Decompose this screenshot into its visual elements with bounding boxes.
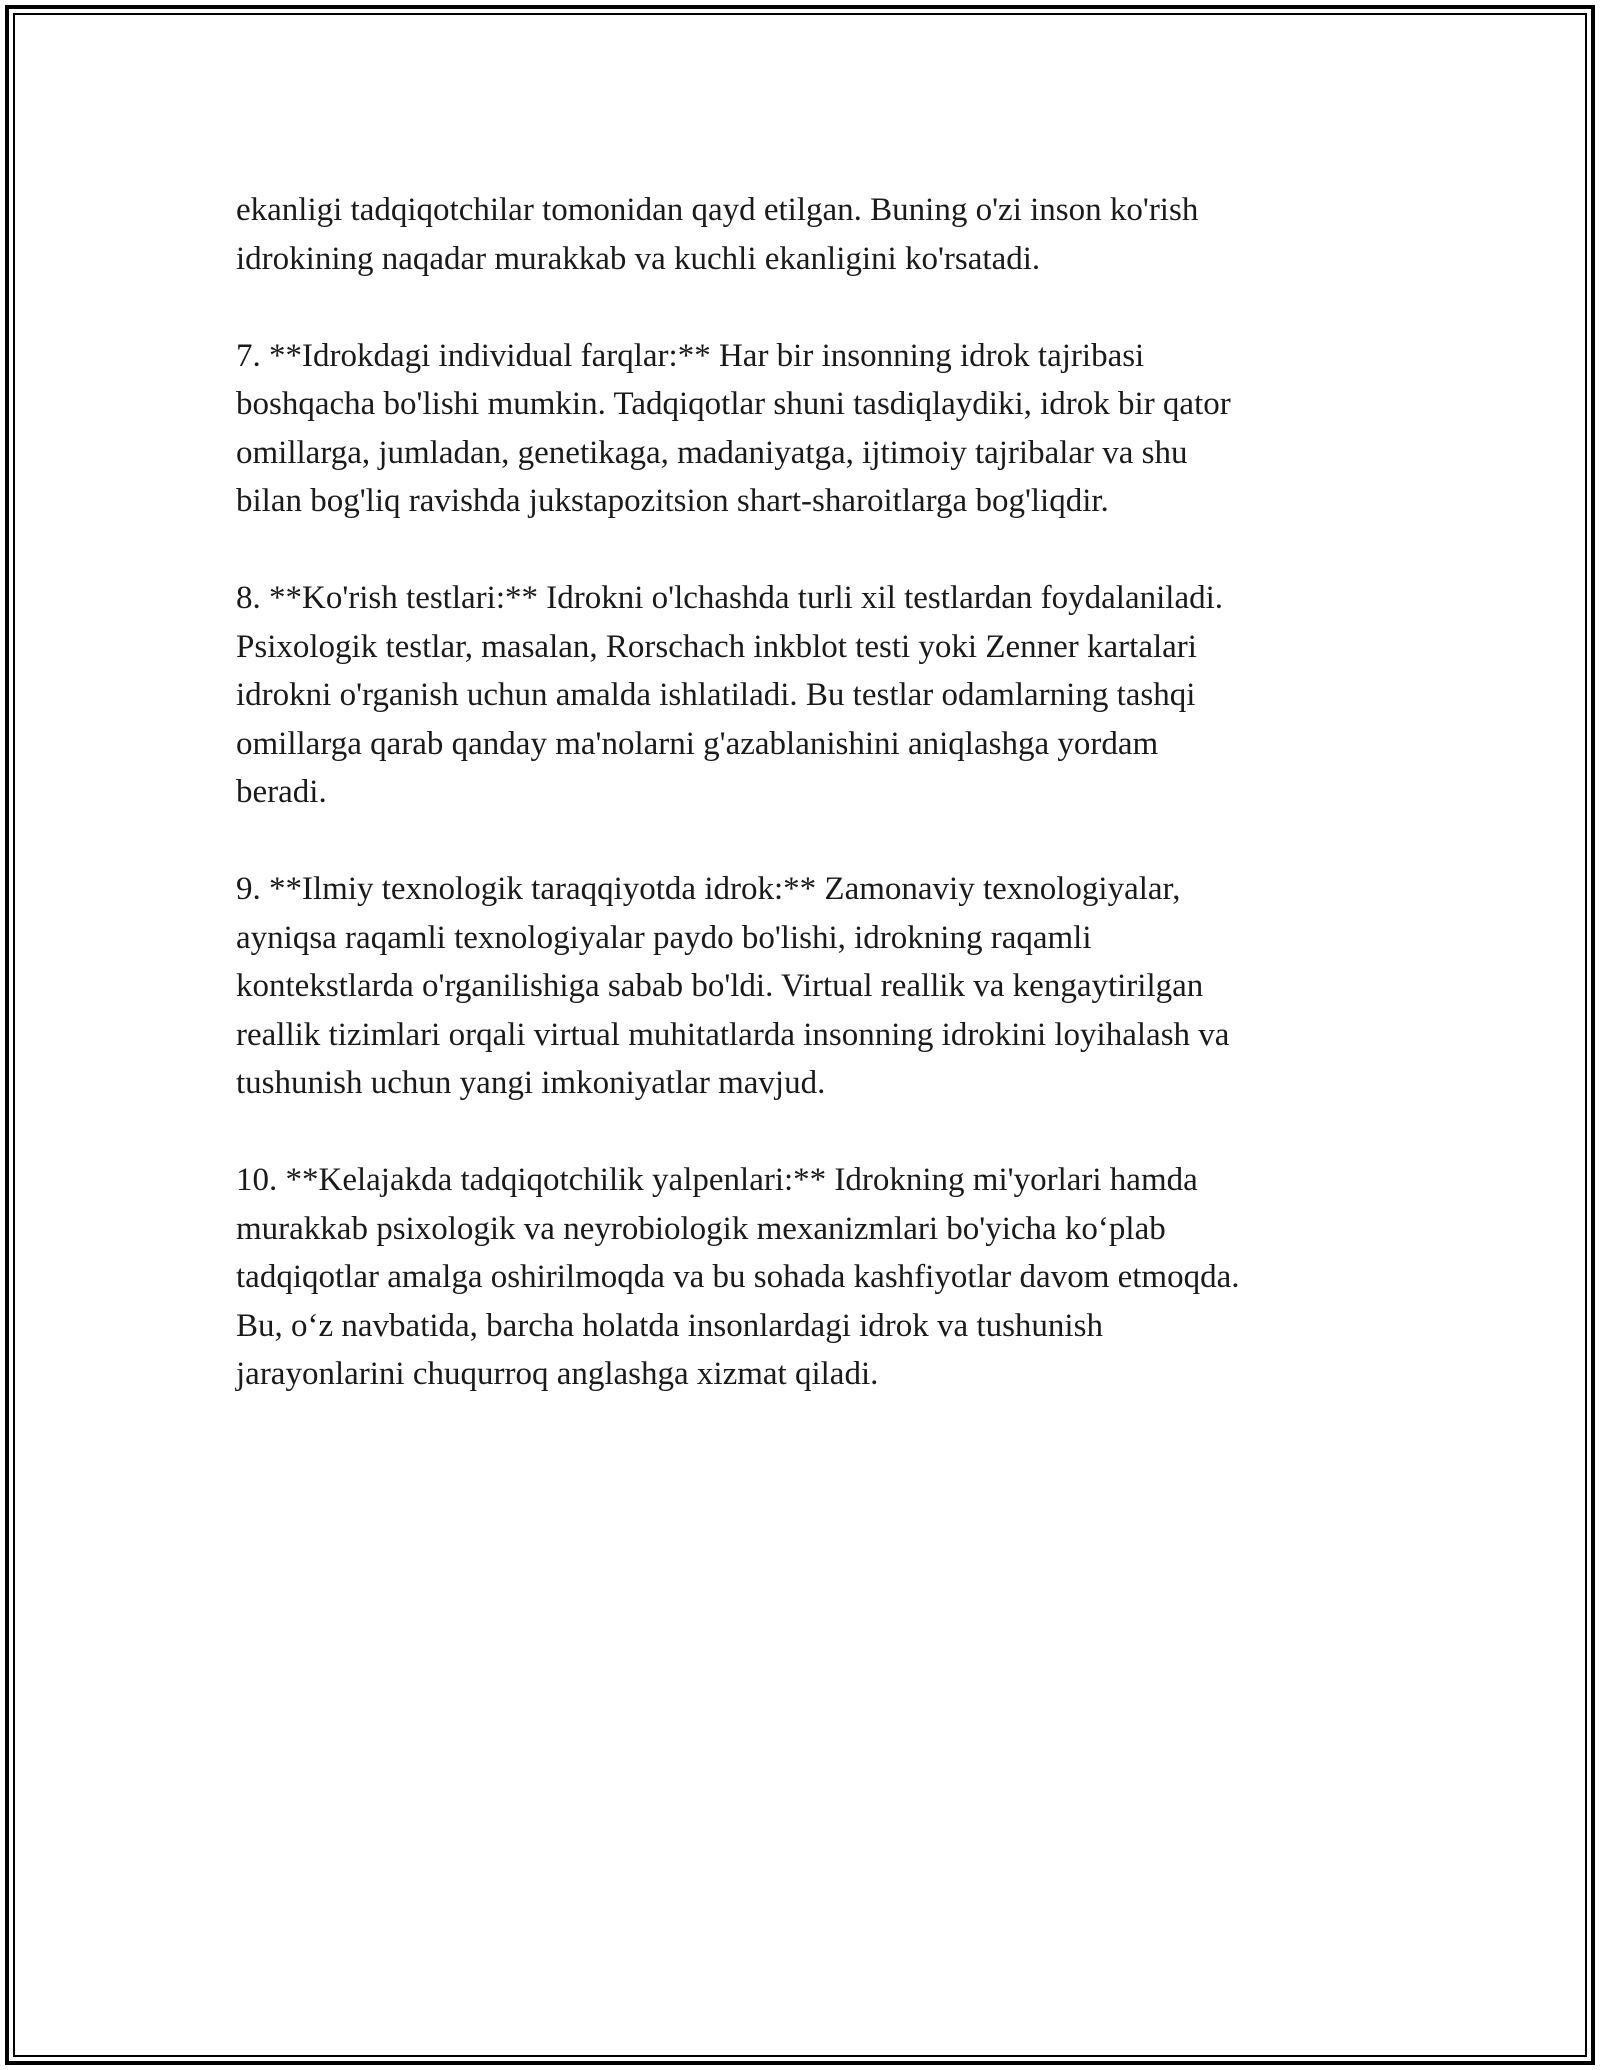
paragraph-item-8 xyxy=(236,574,1366,817)
text-line: 8. **Ko'rish testlari:** Idrokni o'lchashda turli xil testlardan foydalaniladi. xyxy=(236,580,1224,616)
text-line: Bu, o‘z navbatida, barcha holatda insonlardagi idrok va tushunish xyxy=(236,1307,1103,1344)
text-line: omillarga, jumladan, genetikaga, madaniyatga, ijtimoiy tajribalar va shu xyxy=(236,434,1188,471)
paragraph-continuation xyxy=(236,186,1366,283)
text-line: murakkab psixologik va neyrobiologik mexanizmlari bo'yicha ko‘plab xyxy=(236,1210,1166,1247)
text-line: bilan bog'liq ravishda jukstapozitsion shart-sharoitlarga bog'liqdir. xyxy=(236,483,1109,519)
text-line: idrokining naqadar murakkab va kuchli ekanligini ko'rsatadi. xyxy=(236,240,1041,277)
text-line: beradi. xyxy=(236,774,327,810)
paragraph-item-7 xyxy=(236,332,1366,526)
paragraph-item-10 xyxy=(236,1156,1366,1399)
text-line: ayniqsa raqamli texnologiyalar paydo bo'lishi, idrokning raqamli xyxy=(236,919,1092,956)
text-line: 7. **Idrokdagi individual farqlar:** Har bir insonning idrok tajribasi xyxy=(236,337,1145,374)
text-line: boshqacha bo'lishi mumkin. Tadqiqotlar shuni tasdiqlaydiki, idrok bir qator xyxy=(236,386,1231,422)
text-line: idrokni o'rganish uchun amalda ishlatiladi. Bu testlar odamlarning tashqi xyxy=(236,677,1196,713)
text-line: omillarga qarab qanday ma'nolarni g'azablanishini aniqlashga yordam xyxy=(236,725,1159,762)
text-line: 10. **Kelajakda tadqiqotchilik yalpenlari:** Idrokning mi'yorlari hamda xyxy=(236,1162,1198,1198)
text-line: jarayonlarini chuqurroq anglashga xizmat qiladi. xyxy=(236,1356,879,1392)
text-line: tadqiqotlar amalga oshirilmoqda va bu sohada kashfiyotlar davom etmoqda. xyxy=(236,1259,1240,1295)
document-body xyxy=(236,186,1366,1447)
paragraph-item-9 xyxy=(236,865,1366,1108)
text-line: Psixologik testlar, masalan, Rorschach inkblot testi yoki Zenner kartalari xyxy=(236,628,1197,665)
text-line: kontekstlarda o'rganilishiga sabab bo'ldi. Virtual reallik va kengaytirilgan xyxy=(236,968,1204,1004)
text-line: reallik tizimlari orqali virtual muhitatlarda insonning idrokini loyihalash va xyxy=(236,1016,1230,1053)
text-line: 9. **Ilmiy texnologik taraqqiyotda idrok:** Zamonaviy texnologiyalar, xyxy=(236,871,1181,907)
text-line: ekanligi tadqiqotchilar tomonidan qayd etilgan. Buning o'zi inson ko'rish xyxy=(236,192,1199,228)
text-line: tushunish uchun yangi imkoniyatlar mavjud. xyxy=(236,1065,826,1101)
